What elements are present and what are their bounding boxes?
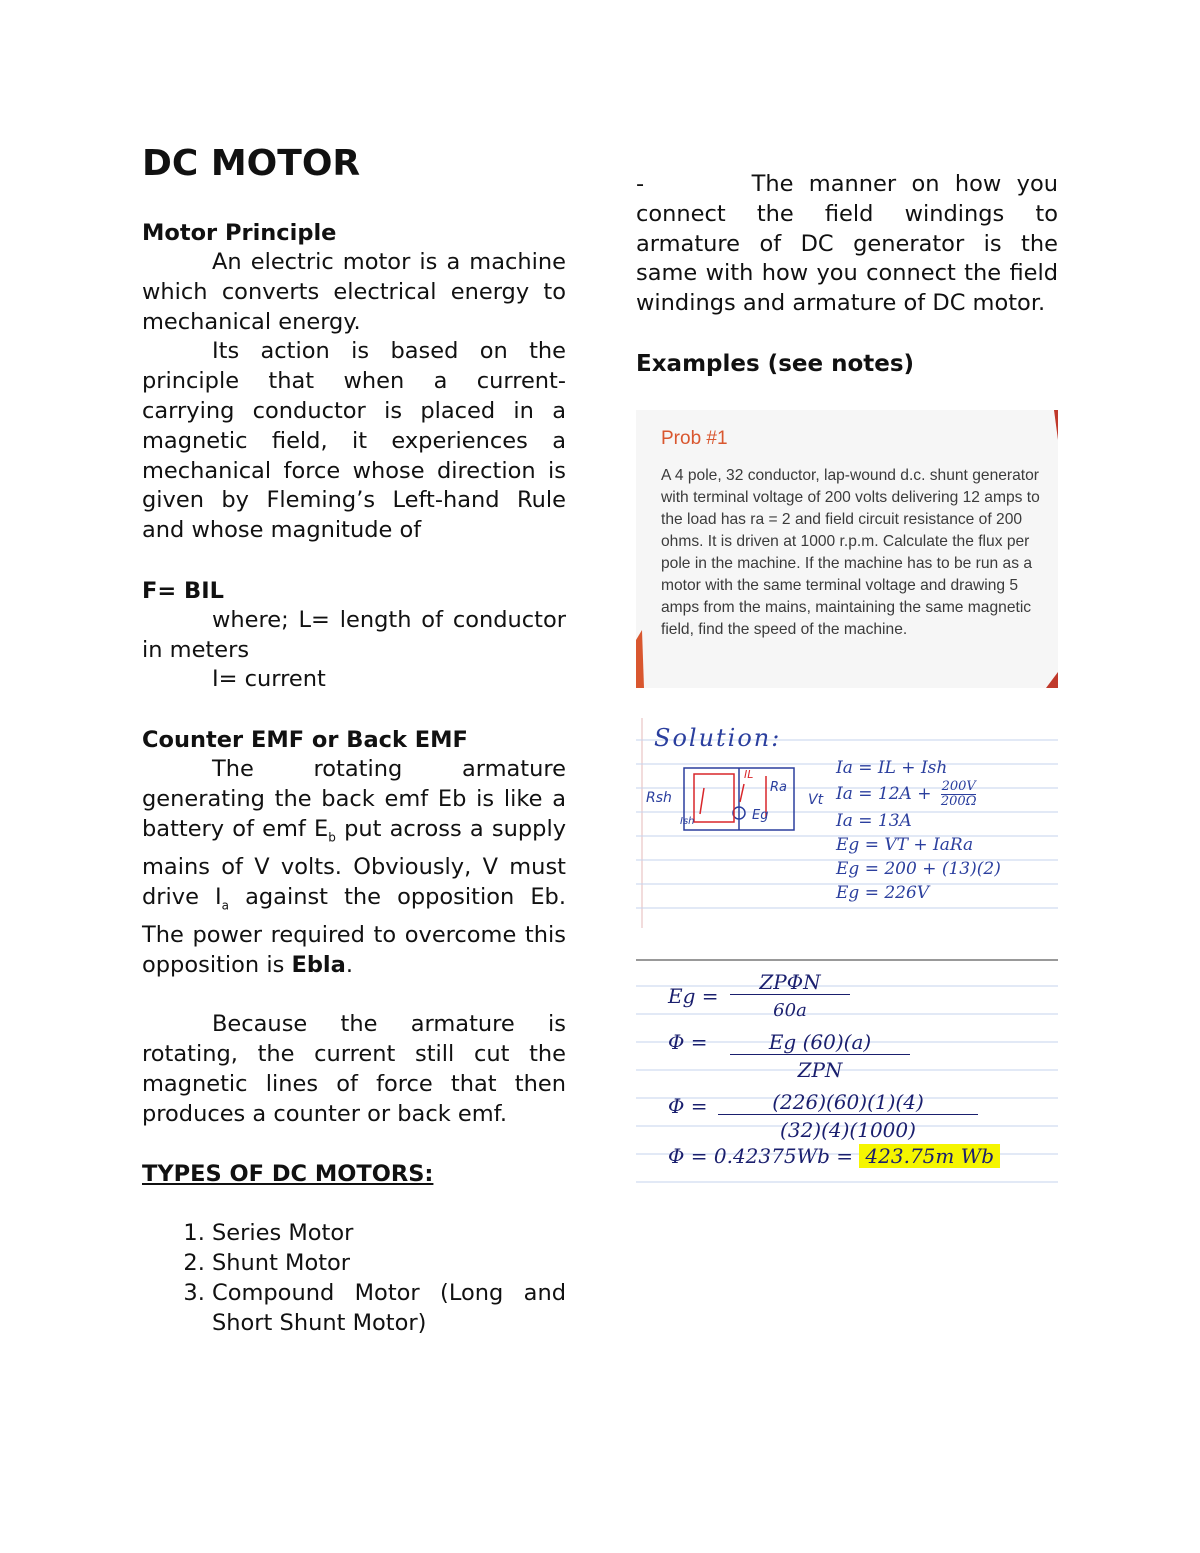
force-formula: F= BIL [142, 577, 224, 604]
types-heading: TYPES OF DC MOTORS: [142, 1161, 434, 1188]
equation-line: Eg = 226V [836, 883, 930, 903]
page-title: DC MOTOR [142, 143, 361, 184]
rsh-label: Rsh [646, 790, 672, 806]
equation-line: Eg = 200 + (13)(2) [836, 859, 1001, 879]
counter-emf-paragraph-1: The rotating armature generating the back emf Eb is like a battery of emf $E_b$ put across a supply mains of V volts. Obviously, V must drive $I_a$ against the opposition Eb. The power required to overcome this opposition is Ebla. [142, 755, 567, 978]
flux-equations [668, 970, 1048, 1168]
equation-line: Φ = Eg (60)(a) ZPN [668, 1026, 1048, 1086]
examples-heading: Examples (see notes) [636, 350, 915, 377]
ish-label: Ish [680, 816, 695, 827]
eg-label: Eg [752, 808, 769, 823]
list-item: 2. Shunt Motor [212, 1249, 566, 1279]
equation-line: Eg = ZPΦN 60a [668, 970, 1048, 1026]
handwritten-notes-flux [636, 958, 1058, 1193]
vt-label: Vt [808, 792, 824, 808]
counter-emf-paragraph-2: Because the armature is rotating, the current still cut the magnetic lines of force that then produces a counter or back emf. [142, 1011, 566, 1127]
equation-line: Ia = IL + Ish [836, 758, 948, 778]
equation-line: Ia = 13A [836, 811, 912, 831]
list-item: 3. Compound Motor (Long and Short Shunt Motor) [212, 1279, 566, 1339]
il-label: IL [744, 768, 754, 781]
right-column [636, 170, 1066, 379]
answer-highlight: 423.75m Wb [859, 1144, 1000, 1168]
motor-principle-paragraph-1: An electric motor is a machine which converts electrical energy to mechanical energy. [142, 249, 566, 335]
formula-where-length: where; L= length of conductor in meters [142, 606, 566, 663]
handwritten-notes-circuit [636, 718, 1058, 928]
equation-line: Eg = VT + IaRa [836, 835, 974, 855]
ra-label: Ra [770, 780, 787, 795]
motor-principle-heading: Motor Principle [142, 220, 337, 246]
connection-note: - The manner on how you connect the field windings to armature of DC generator is the same with how you connect the field windings and armature of DC motor. [636, 171, 1066, 317]
formula-where-current: I= current [212, 666, 326, 693]
motor-principle-paragraph-2: Its action is based on the principle that when a current-carrying conductor is placed in a magnetic field, it experiences a mechanical force whose direction is given by Fleming’s Left-hand Rule and whose magnitude of [142, 338, 566, 544]
equation-line: Ia = 12A + $\frac{200V}{200\Omega}$ [836, 779, 977, 809]
solution-label: Solution: [654, 724, 782, 752]
problem-slide-image [636, 410, 1058, 688]
list-item: 1. Series Motor [212, 1219, 566, 1249]
solution-equations [836, 756, 1001, 905]
counter-emf-heading: Counter EMF or Back EMF [142, 726, 468, 753]
equation-line: Φ = (226)(60)(1)(4) (32)(4)(1000) [668, 1086, 1048, 1144]
problem-statement: A 4 pole, 32 conductor, lap-wound d.c. shunt generator with terminal voltage of 200 volts delivering 12 amps to the load has ra = 2 and field circuit resistance of 200 ohms. It is driven at 1000 r.p.m. Calculate the flux per pole in the machine. If the machine has to be run as a motor with the same terminal voltage and drawing 5 amps from the mains, maintaining the same magnetic field, find the speed of the machine. [661, 467, 1040, 638]
left-column [142, 142, 566, 1338]
equation-line: Φ = 0.42375Wb = 423.75m Wb [668, 1144, 1048, 1168]
types-list [142, 1219, 566, 1338]
problem-title: Prob #1 [661, 428, 728, 449]
